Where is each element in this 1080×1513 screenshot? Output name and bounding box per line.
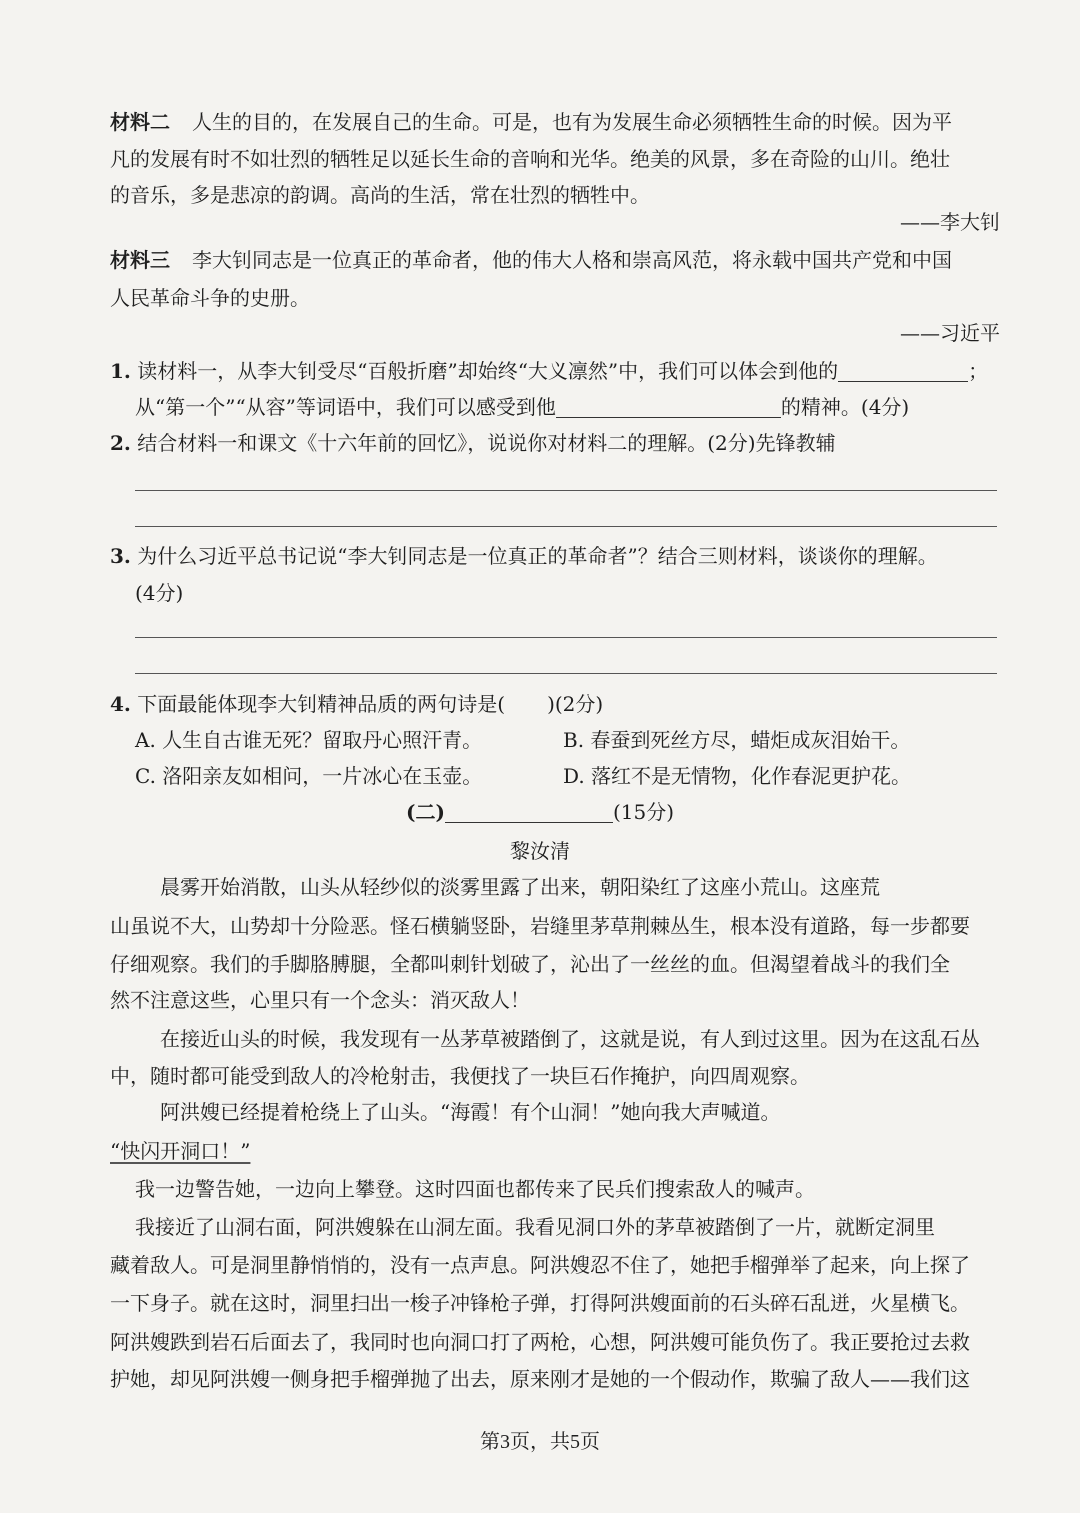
material3-line2: 人民革命斗争的史册。 bbox=[110, 286, 310, 310]
question-4: 4. 下面最能体现李大钊精神品质的两句诗是( )(2分) bbox=[110, 692, 604, 716]
material3-source: ——习近平 bbox=[900, 321, 1000, 345]
story-p1d: 然不注意这些，心里只有一个念头：消灭敌人！ bbox=[110, 988, 530, 1012]
answer-blank-2[interactable] bbox=[556, 395, 781, 418]
title-blank[interactable] bbox=[445, 800, 613, 823]
option-b[interactable]: B. 春蚕到死丝方尽，蜡炬成灰泪始干。 bbox=[563, 728, 911, 752]
answer-line[interactable] bbox=[135, 490, 997, 491]
material2-line2: 凡的发展有时不如壮烈的牺牲足以延长生命的音响和光华。绝美的风景，多在奇险的山川。绝壮 bbox=[110, 147, 950, 171]
story-p1b: 山虽说不大，山势却十分险恶。怪石横躺竖卧，岩缝里茅草荆棘丛生，根本没有道路，每一步都要 bbox=[110, 914, 970, 938]
story-p2b: 中，随时都可能受到敌人的冷枪射击，我便找了一块巨石作掩护，向四周观察。 bbox=[110, 1064, 810, 1088]
answer-line[interactable] bbox=[135, 637, 997, 638]
story-p6b: 藏着敌人。可是洞里静悄悄的，没有一点声息。阿洪嫂忍不住了，她把手榴弹举了起来，向上探了 bbox=[110, 1253, 970, 1277]
option-d[interactable]: D. 落红不是无情物，化作春泥更护花。 bbox=[563, 764, 912, 788]
option-a[interactable]: A. 人生自古谁无死？留取丹心照汗青。 bbox=[135, 728, 483, 752]
story-p1c: 仔细观察。我们的手脚胳膊腿，全都叫刺针划破了，沁出了一丝丝的血。但渴望着战斗的我们全 bbox=[110, 952, 950, 976]
material3-label: 材料三 bbox=[110, 248, 170, 272]
material2-source: ——李大钊 bbox=[900, 210, 1000, 234]
material3-line1: 材料三 李大钊同志是一位真正的革命者，他的伟大人格和崇高风范，将永载中国共产党和中国 bbox=[110, 248, 952, 272]
question-3: 3. 为什么习近平总书记说“李大钊同志是一位真正的革命者”？结合三则材料，谈谈你的理解。 bbox=[110, 544, 938, 568]
story-p2a: 在接近山头的时候，我发现有一丛茅草被踏倒了，这就是说，有人到过这里。因为在这乱石丛 bbox=[160, 1027, 980, 1051]
answer-line[interactable] bbox=[135, 673, 997, 674]
question-2: 2. 结合材料一和课文《十六年前的回忆》，说说你对材料二的理解。(2分)先锋教辅 bbox=[110, 431, 836, 455]
question-1-line2: 从“第一个”“从容”等词语中，我们可以感受到他 的精神。(4分) bbox=[135, 395, 910, 419]
material2-label: 材料二 bbox=[110, 110, 170, 134]
answer-blank-1[interactable] bbox=[838, 359, 968, 382]
material2-line1: 材料二 人生的目的，在发展自己的生命。可是，也有为发展生命必须牺牲生命的时候。因为平 bbox=[110, 110, 952, 134]
story-p6d: 阿洪嫂跌到岩石后面去了，我同时也向洞口打了两枪，心想，阿洪嫂可能负伤了。我正要抢过去救 bbox=[110, 1330, 970, 1354]
story-p6e: 护她，却见阿洪嫂一侧身把手榴弹抛了出去，原来刚才是她的一个假动作，欺骗了敌人——我们这 bbox=[110, 1367, 970, 1391]
story-p4: “快闪开洞口！” bbox=[110, 1139, 251, 1163]
page-number: 第3页，共5页 bbox=[480, 1431, 600, 1453]
section2-heading: (二) (15分) bbox=[406, 800, 674, 824]
answer-line[interactable] bbox=[135, 526, 997, 527]
story-p5: 我一边警告她，一边向上攀登。这时四面也都传来了民兵们搜索敌人的喊声。 bbox=[135, 1177, 815, 1201]
question-1-line1: 1. 读材料一，从李大钊受尽“百般折磨”却始终“大义凛然”中，我们可以体会到他的 ； bbox=[110, 359, 989, 383]
question-3-score: (4分) bbox=[135, 581, 184, 605]
option-c[interactable]: C. 洛阳亲友如相问，一片冰心在玉壶。 bbox=[135, 764, 483, 788]
story-p6c: 一下身子。就在这时，洞里扫出一梭子冲锋枪子弹，打得阿洪嫂面前的石头碎石乱迸，火星横飞。 bbox=[110, 1291, 970, 1315]
author: 黎汝清 bbox=[510, 839, 570, 863]
story-p1a: 晨雾开始消散，山头从轻纱似的淡雾里露了出来，朝阳染红了这座小荒山。这座荒 bbox=[160, 875, 880, 899]
story-p6a: 我接近了山洞右面，阿洪嫂躲在山洞左面。我看见洞口外的茅草被踏倒了一片，就断定洞里 bbox=[135, 1215, 935, 1239]
story-p3: 阿洪嫂已经提着枪绕上了山头。“海霞！有个山洞！”她向我大声喊道。 bbox=[160, 1100, 781, 1124]
material2-line3: 的音乐，多是悲凉的韵调。高尚的生活，常在壮烈的牺牲中。 bbox=[110, 183, 650, 207]
